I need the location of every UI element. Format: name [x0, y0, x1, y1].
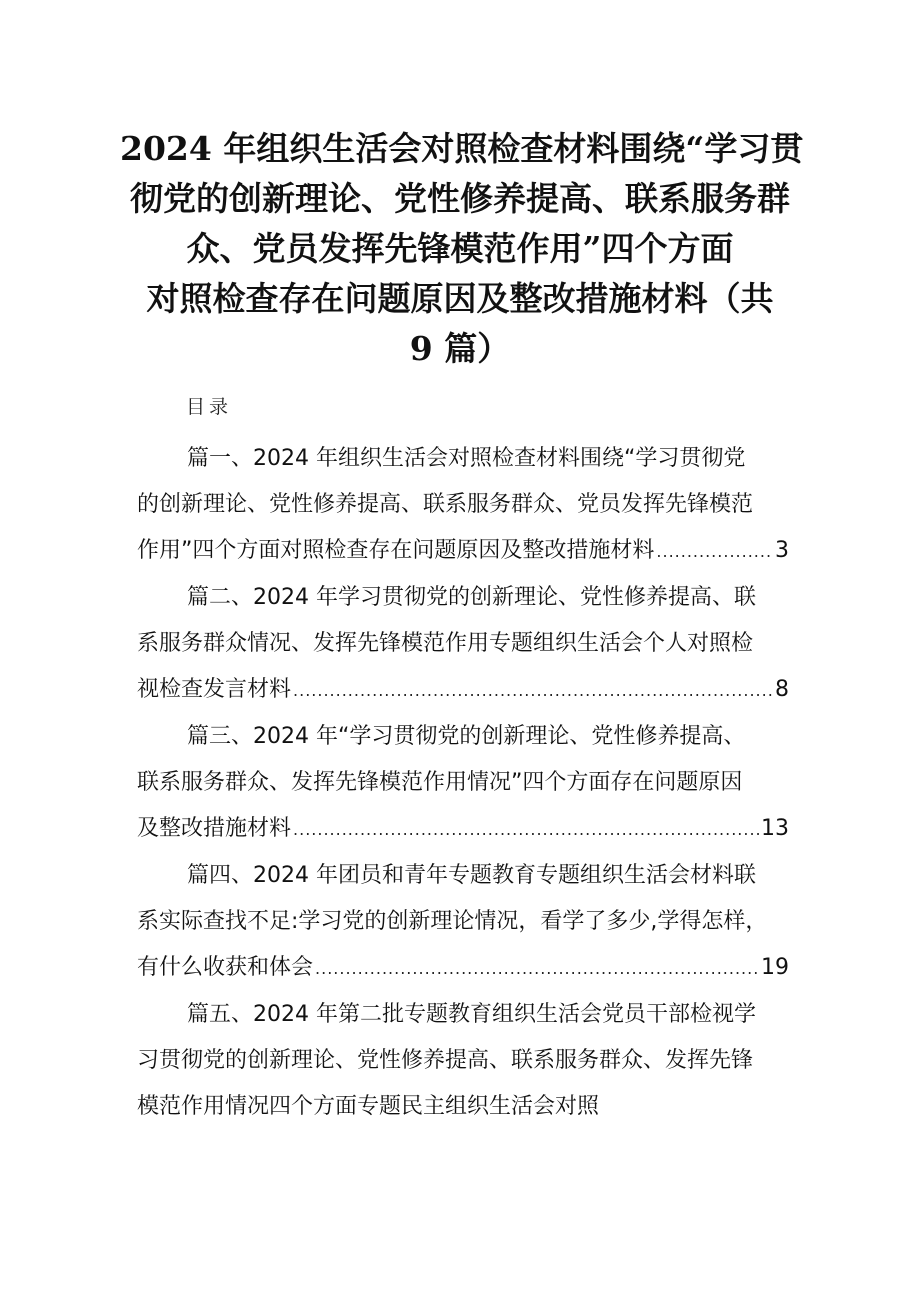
toc-entry[interactable] [137, 992, 789, 1130]
toc-entry-text: 有什么收获和体会 [137, 955, 314, 980]
toc-page-number: 19 [761, 955, 789, 980]
table-of-contents [137, 436, 789, 1130]
toc-entry-text: 习贯彻党的创新理论、党性修养提高、联系服务群众、发挥先锋 [137, 1048, 754, 1073]
toc-entry-text: 联系服务群众、发挥先锋模范作用情况”四个方面存在问题原因 [137, 770, 743, 795]
toc-page-number: 3 [775, 538, 789, 563]
document-title [120, 124, 804, 374]
toc-page-number: 13 [761, 816, 789, 841]
toc-entry-last-line [137, 667, 789, 714]
toc-page-number: 8 [775, 677, 789, 702]
toc-entry-text: 视检查发言材料 [137, 677, 292, 702]
toc-entry[interactable] [137, 436, 789, 575]
toc-entry-text: 篇五、2024 年第二批专题教育组织生活会党员干部检视学 [187, 1002, 756, 1027]
toc-entry-text: 篇四、2024 年团员和青年专题教育专题组织生活会材料联 [187, 863, 756, 888]
toc-entry-text: 系服务群众情况、发挥先锋模范作用专题组织生活会个人对照检 [137, 631, 754, 656]
toc-entry-text: 的创新理论、党性修养提高、联系服务群众、党员发挥先锋模范 [137, 492, 754, 517]
toc-entry[interactable] [137, 575, 789, 714]
title-line: 众、党员发挥先锋模范作用”四个方面 [186, 229, 734, 268]
title-line: 2024 年组织生活会对照检查材料围绕“学习贯 [120, 129, 804, 168]
toc-entry-last-line [137, 528, 789, 575]
title-line: 9 篇） [409, 329, 511, 368]
toc-heading: 目录 [186, 396, 233, 418]
toc-entry-last-line [137, 806, 789, 853]
toc-entry-text: 系实际查找不足:学习党的创新理论情况，看学了多少,学得怎样， [137, 909, 768, 934]
toc-entry-text: 篇二、2024 年学习贯彻党的创新理论、党性修养提高、联 [187, 585, 756, 610]
toc-entry-text: 篇三、2024 年“学习贯彻党的创新理论、党性修养提高、 [187, 724, 746, 749]
title-line: 对照检查存在问题原因及整改措施材料（共 [146, 279, 774, 318]
toc-entry[interactable] [137, 853, 789, 992]
dot-leader [656, 529, 773, 575]
toc-entry[interactable] [137, 714, 789, 853]
toc-entry-last-line [137, 945, 789, 992]
dot-leader [315, 946, 759, 992]
toc-entry-text: 作用”四个方面对照检查存在问题原因及整改措施材料 [137, 538, 655, 563]
toc-entry-text: 及整改措施材料 [137, 816, 292, 841]
dot-leader [293, 668, 773, 714]
title-line: 彻党的创新理论、党性修养提高、联系服务群 [130, 179, 790, 218]
toc-entry-text: 篇一、2024 年组织生活会对照检查材料围绕“学习贯彻党 [187, 446, 746, 471]
toc-entry-text: 模范作用情况四个方面专题民主组织生活会对照 [137, 1094, 600, 1119]
dot-leader [293, 807, 759, 853]
